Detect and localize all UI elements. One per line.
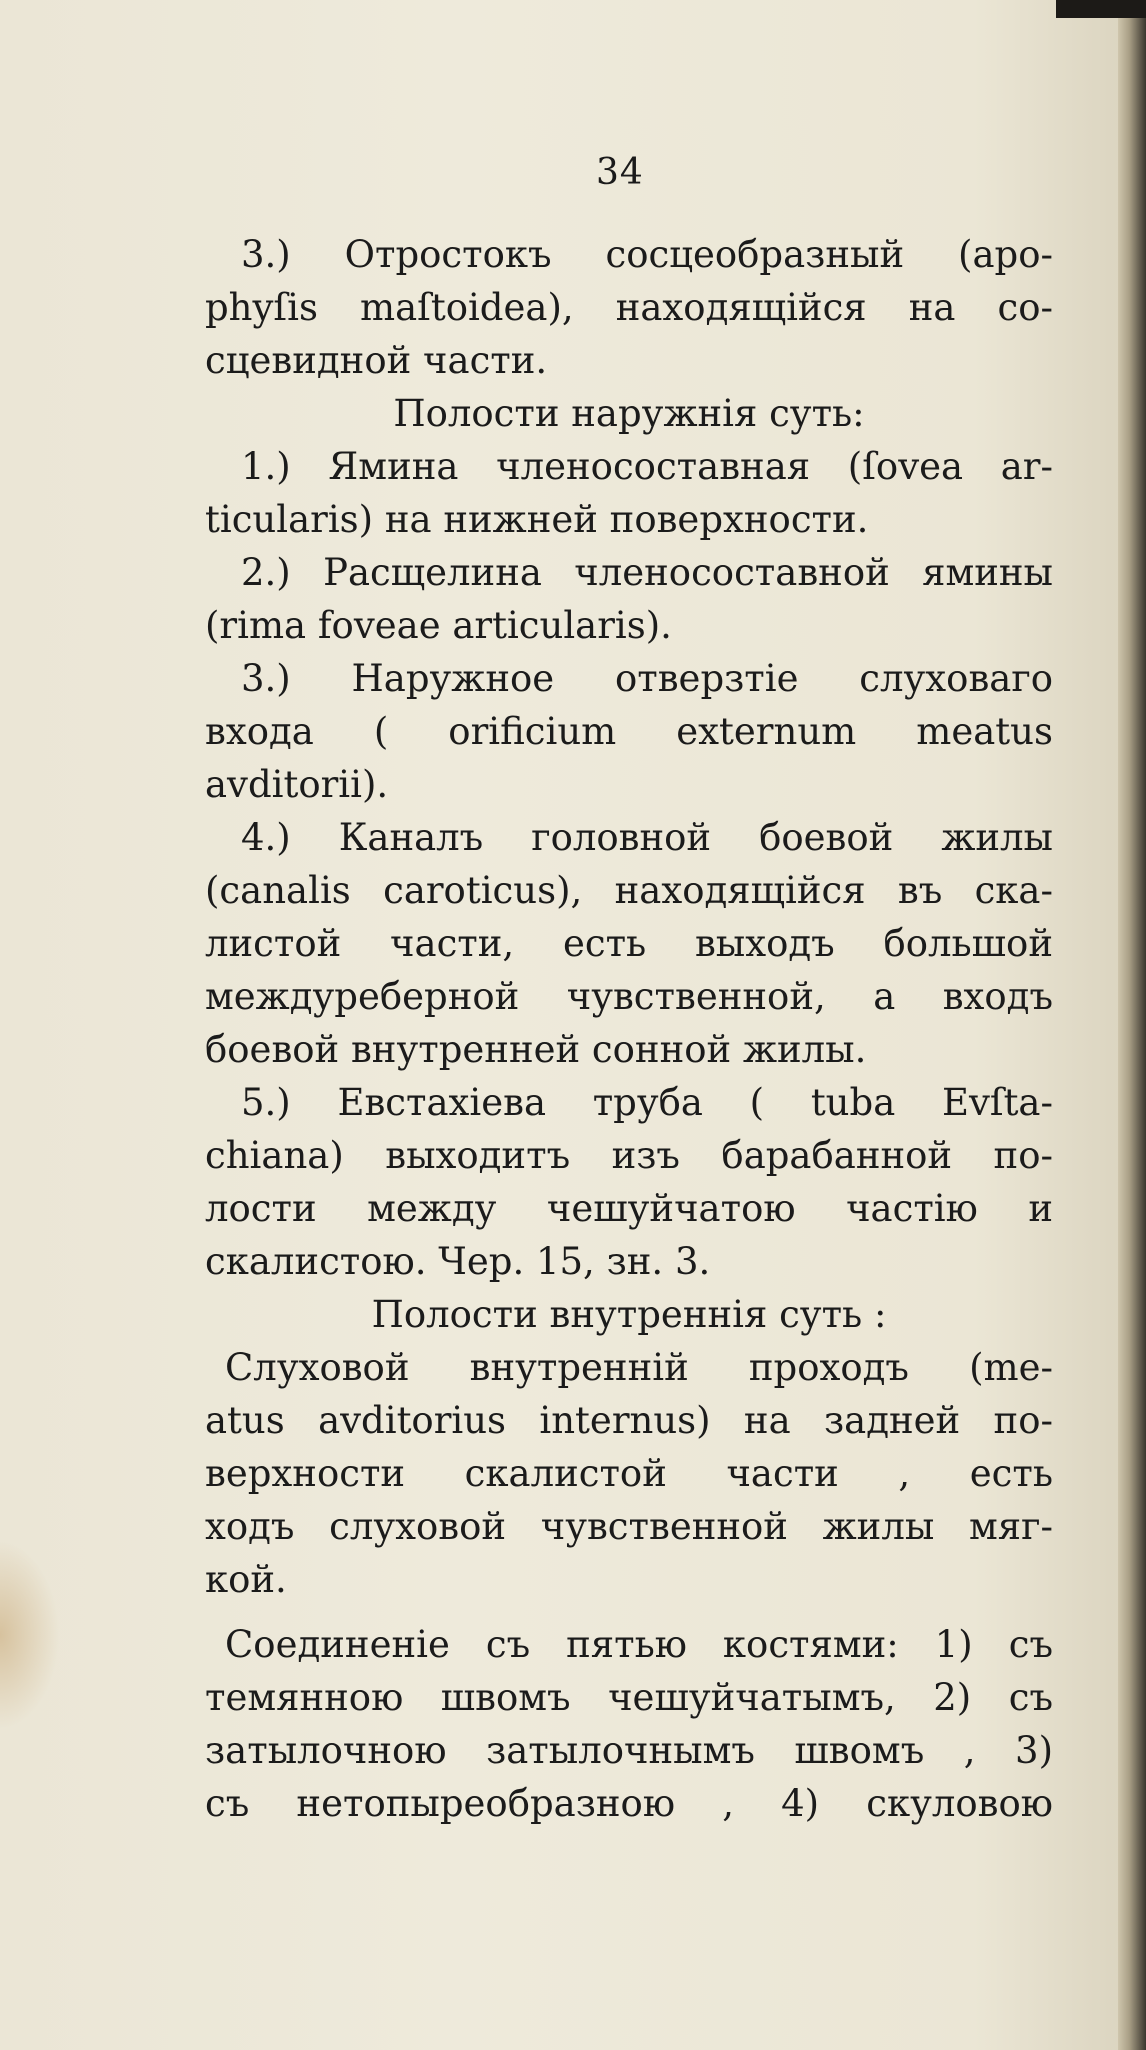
body-text: [205, 228, 1053, 1830]
text-line: 1.) Ямина членосоставная (ſovea ar-: [241, 445, 1053, 488]
text-line: сцевидной части.: [205, 339, 548, 382]
text-line: входа ( orificium externum meatus: [205, 710, 1053, 753]
section-heading: Полости наружнія суть:: [393, 392, 865, 435]
text-line: 2.) Расщелина членосоставной ямины: [241, 551, 1053, 594]
text-line: Слуховой внутренній проходъ (me-: [225, 1346, 1053, 1389]
text-line: 4.) Каналъ головной боевой жилы: [241, 816, 1053, 859]
text-line: кой.: [205, 1558, 287, 1601]
text-line: съ нетопыреобразною , 4) скуловою: [205, 1782, 1053, 1825]
text-line: phyſis maſtoidea), находящійся на со-: [205, 286, 1053, 329]
text-line: листой части, есть выходъ большой: [205, 922, 1053, 965]
text-line: atus avditorius internus) на задней по-: [205, 1399, 1053, 1442]
text-line: 5.) Евстахіева труба ( tuba Evſta-: [241, 1081, 1053, 1124]
page-edge-shadow: [1118, 0, 1146, 2050]
text-line: боевой внутренней сонной жилы.: [205, 1028, 867, 1071]
page-number: 34: [596, 152, 644, 193]
text-line: лости между чешуйчатою частію и: [205, 1187, 1053, 1230]
text-line: ходъ слуховой чувственной жилы мяг-: [205, 1505, 1053, 1548]
text-line: темянною швомъ чешуйчатымъ, 2) съ: [205, 1676, 1053, 1719]
paragraph-gap: [205, 1606, 1053, 1618]
binding-edge: [1056, 0, 1146, 18]
text-line: скалистою. Чер. 15, зн. 3.: [205, 1240, 711, 1283]
text-line: avditorii).: [205, 763, 389, 806]
text-line: 3.) Отростокъ сосцеобразный (apo-: [241, 233, 1053, 276]
text-line: затылочною затылочнымъ швомъ , 3): [205, 1729, 1053, 1772]
text-line: междуреберной чувственной, а входъ: [205, 975, 1053, 1018]
text-line: верхности скалистой части , есть: [205, 1452, 1053, 1495]
text-line: (rima foveae articularis).: [205, 604, 672, 647]
section-heading: Полости внутреннія суть :: [371, 1293, 887, 1336]
text-line: Соединеніе съ пятью костями: 1) съ: [225, 1623, 1053, 1666]
paper-stain: [0, 1540, 60, 1730]
text-line: (canalis caroticus), находящійся въ ска-: [205, 869, 1053, 912]
text-line: chiana) выходитъ изъ барабанной по-: [205, 1134, 1053, 1177]
text-line: ticularis) на нижней поверхности.: [205, 498, 869, 541]
text-line: 3.) Наружное отверзтіе слуховаго: [241, 657, 1053, 700]
